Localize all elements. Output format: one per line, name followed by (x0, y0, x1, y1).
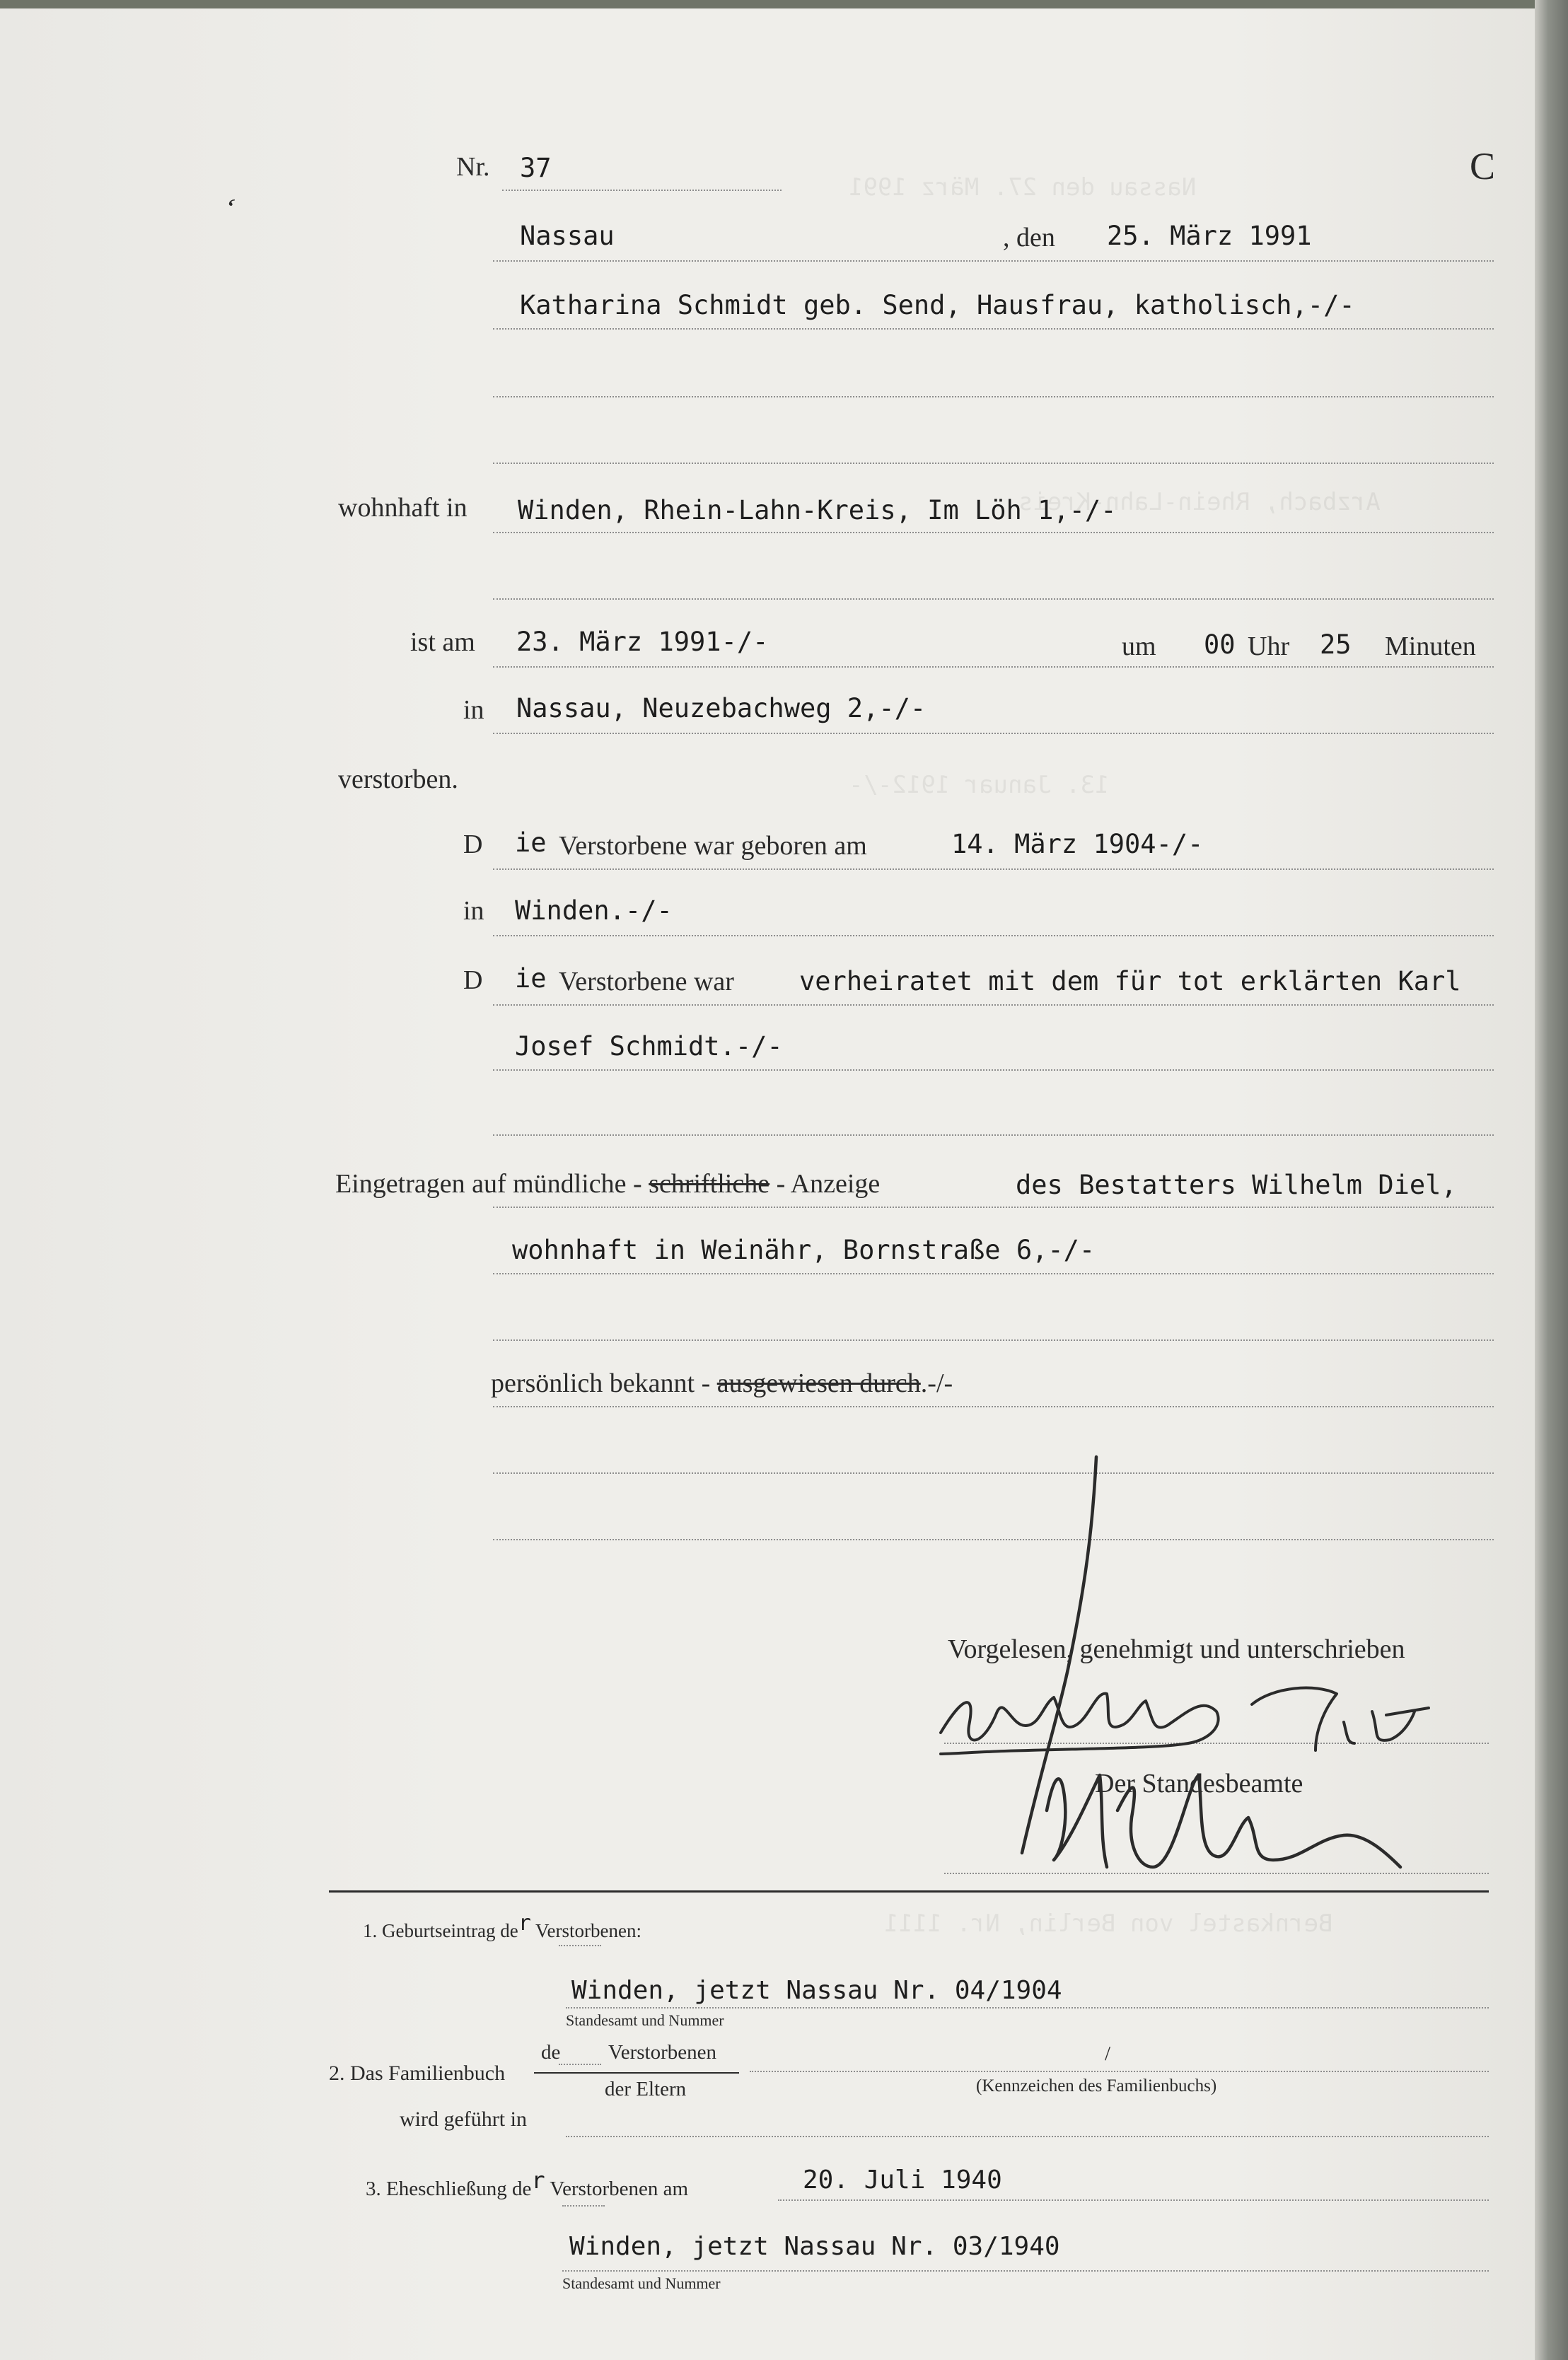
death-date-line (493, 666, 1494, 668)
birth-entry-sup-line (559, 1945, 601, 1946)
birth-date: 14. März 1904-/- (951, 829, 1204, 859)
minuten-label: Minuten (1385, 632, 1476, 661)
show-through-text: Arzbach, Rhein-Lahn-Kreis (1018, 488, 1381, 516)
verstorben-label: verstorben. (338, 765, 458, 794)
entry-date: 25. März 1991 (1107, 221, 1312, 251)
birth-entry-label-a: 1. Geburtseintrag de (363, 1920, 518, 1941)
show-through-text: Nassau den 27. März 1991 (849, 173, 1197, 202)
status-d: D (463, 965, 483, 995)
family-book-line (750, 2071, 1489, 2072)
scan-top-edge (0, 0, 1568, 8)
den-label: , den (1003, 223, 1055, 252)
family-book-label: 2. Das Familienbuch (329, 2062, 506, 2085)
show-through-text: Bernkastel von Berlin, Nr. 1111 (884, 1909, 1333, 1938)
person-line-3 (493, 463, 1494, 464)
reporter-line-1: des Bestatters Wilhelm Diel, (1016, 1170, 1457, 1200)
family-book-de-line (559, 2064, 601, 2065)
birth-entry-caption: Standesamt und Nummer (566, 2011, 724, 2029)
marital-status-line-1: verheiratet mit dem für tot erklärten Karl (799, 966, 1461, 996)
family-book-caption: (Kennzeichen des Familienbuchs) (976, 2076, 1217, 2095)
report-line-3 (493, 1339, 1494, 1341)
birth-line (493, 868, 1494, 870)
residence-line-2 (493, 598, 1494, 600)
marriage-date-line (778, 2199, 1489, 2201)
family-book-slash: / (1105, 2042, 1111, 2065)
marriage-date: 20. Juli 1940 (803, 2166, 1002, 2195)
birth-entry-sup: r (518, 1911, 531, 1936)
family-book-deceased: Verstorbenen (608, 2041, 717, 2064)
birth-entry-label (363, 1911, 641, 1943)
death-place-line (493, 733, 1494, 734)
uhr-label: Uhr (1248, 632, 1290, 661)
birth-ie: ie (515, 827, 547, 858)
family-book-parents: der Eltern (605, 2078, 687, 2100)
status-label: Verstorbene war (559, 967, 734, 996)
status-line (493, 1004, 1494, 1006)
birth-entry-line (566, 2007, 1489, 2009)
known-struck: ausgewiesen durch (716, 1368, 921, 1398)
status-ie: ie (515, 963, 547, 994)
reporter-line-2: wohnhaft in Weinähr, Bornstraße 6,-/- (512, 1235, 1096, 1265)
birth-place: Winden.-/- (515, 895, 673, 926)
place-line (493, 260, 1494, 262)
um-label: um (1122, 632, 1156, 661)
marriage-label-b: Verstorbenen am (550, 2178, 689, 2200)
marriage-place: Winden, jetzt Nassau Nr. 03/1940 (569, 2232, 1060, 2261)
birth-in-label: in (463, 896, 484, 926)
residence-value: Winden, Rhein-Lahn-Kreis, Im Löh 1,-/- (518, 495, 1117, 525)
deceased-name: Katharina Schmidt geb. Send, Hausfrau, katholisch,-/- (520, 290, 1355, 320)
report-line-2 (493, 1273, 1494, 1274)
birth-entry-value: Winden, jetzt Nassau Nr. 04/1904 (571, 1976, 1062, 2005)
birth-entry-label-b: Verstorbenen: (535, 1920, 641, 1941)
read-approved-label: Vorgelesen, genehmigt und unterschrieben (948, 1634, 1405, 1664)
report-label (335, 1168, 880, 1199)
book-spine-edge (1535, 0, 1568, 2360)
report-line (493, 1207, 1494, 1208)
family-book-fraction-bar (534, 2072, 739, 2074)
marriage-caption: Standesamt und Nummer (562, 2274, 721, 2292)
nr-label: Nr. (456, 152, 490, 182)
status-line-2 (493, 1069, 1494, 1071)
residence-line (493, 532, 1494, 533)
birth-d: D (463, 830, 483, 859)
death-hour: 00 (1204, 629, 1236, 660)
margin-mark: ‘ (219, 191, 240, 224)
person-line-2 (493, 396, 1494, 397)
marriage-label-a: 3. Eheschließung de (366, 2178, 532, 2200)
residence-label: wohnhaft in (338, 493, 468, 523)
birth-label: Verstorbene war geboren am (559, 831, 867, 861)
reporter-signature (941, 1688, 1429, 1754)
entry-number: 37 (520, 153, 552, 183)
known-suffix: .-/- (920, 1368, 953, 1398)
entry-place: Nassau (520, 221, 615, 251)
register-letter: C (1470, 145, 1496, 187)
registrar-signature (1022, 1457, 1400, 1867)
identity-label (491, 1368, 953, 1399)
family-book-kept-line (566, 2136, 1489, 2137)
footer-rule (329, 1890, 1489, 1893)
report-label-a: Eingetragen auf mündliche - (335, 1169, 642, 1199)
show-through-text: 13. Januar 1912-/- (849, 771, 1110, 799)
registrar-label: Der Standesbeamte (1095, 1769, 1303, 1798)
family-book-de: de (541, 2041, 561, 2064)
report-label-struck: schriftliche (649, 1169, 770, 1199)
marriage-sup: r (531, 2167, 545, 2194)
death-place: Nassau, Neuzebachweg 2,-/- (516, 693, 927, 723)
marriage-label (366, 2167, 689, 2201)
marital-status-line-2: Josef Schmidt.-/- (515, 1031, 783, 1062)
handwritten-signatures (919, 1443, 1499, 1924)
family-book-kept-label: wird geführt in (400, 2108, 527, 2131)
death-date-label: ist am (410, 627, 475, 657)
person-line (493, 328, 1494, 330)
death-date: 23. März 1991-/- (516, 627, 769, 657)
marriage-line (562, 2270, 1489, 2272)
birth-place-line (493, 935, 1494, 936)
report-label-b: - Anzeige (776, 1169, 881, 1199)
status-line-3 (493, 1134, 1494, 1136)
known-label: persönlich bekannt - (491, 1368, 711, 1398)
identity-line (493, 1406, 1494, 1407)
nr-line (502, 190, 782, 191)
death-minutes: 25 (1320, 629, 1352, 660)
death-in-label: in (463, 695, 484, 725)
marriage-sup-line (562, 2205, 605, 2207)
